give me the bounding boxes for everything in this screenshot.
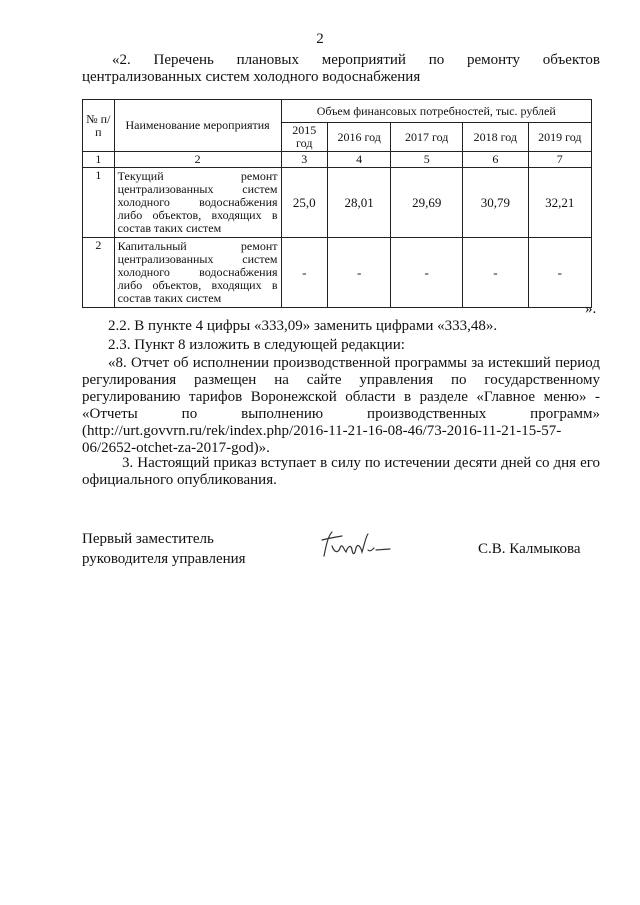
header-cell-year: 2016 год [327,123,390,152]
heading-word: мероприятий [321,52,406,68]
row-value: 28,01 [327,168,390,238]
header-cell-name: Наименование мероприятия [114,100,281,152]
header-cell-year: 2018 год [463,123,528,152]
header-cell-group: Объем финансовых потребностей, тыс. рублей [281,100,591,123]
closing-quote: ». [585,301,597,317]
section-heading [82,52,600,86]
handwritten-signature [318,528,394,562]
row-value: 25,0 [281,168,327,238]
heading-word: по [428,52,445,68]
signatory-name: С.В. Калмыкова [478,541,581,557]
heading-word: «2. [112,52,131,68]
paragraph-3: 3. Настоящий приказ вступает в силу по истечении десяти дней со дня его официального опубликования. [82,455,600,488]
paragraph-text: 2.3. Пункт 8 изложить в следующей редакции: [108,337,405,353]
heading-word: объектов [542,52,600,68]
financial-needs-table [82,99,592,308]
header-cell-number: № п/п [83,100,115,152]
signatory-title-line: руководителя управления [82,551,246,567]
header-cell-year: 2019 год [528,123,591,152]
row-value: - [528,238,591,308]
row-name: Капитальный ремонт централизованных систем холодного водоснабжения либо объектов, входящих в состав таких систем [114,238,281,308]
row-value: - [327,238,390,308]
table-index-row [83,152,592,168]
row-name: Текущий ремонт централизованных систем холодного водоснабжения либо объектов, входящих в состав таких систем [114,168,281,238]
page-number: 2 [316,31,324,47]
heading-word: Перечень [153,52,214,68]
index-cell: 5 [391,152,463,168]
index-cell: 1 [83,152,115,168]
signatory-title-line: Первый заместитель [82,531,214,547]
row-value: 32,21 [528,168,591,238]
index-cell: 3 [281,152,327,168]
heading-line-1 [82,52,600,69]
index-cell: 7 [528,152,591,168]
paragraph-text: 2.2. В пункте 4 цифры «333,09» заменить цифрами «333,48». [108,318,498,334]
row-value: - [463,238,528,308]
table-header-row [83,100,592,123]
heading-word: ремонту [466,52,521,68]
heading-word: плановых [236,52,299,68]
signatory-title [82,529,246,569]
header-cell-year: 2017 год [391,123,463,152]
heading-line-2: централизованных систем холодного водоснабжения [82,69,421,85]
row-value: 30,79 [463,168,528,238]
paragraph-2-2 [82,318,600,335]
table-row [83,168,592,238]
row-value: - [391,238,463,308]
index-cell: 4 [327,152,390,168]
row-value: - [281,238,327,308]
index-cell: 2 [114,152,281,168]
row-value: 29,69 [391,168,463,238]
row-number: 2 [83,238,115,308]
row-number: 1 [83,168,115,238]
table-row [83,238,592,308]
paragraph-item-8: «8. Отчет об исполнении производственной программы за истекший период регулирования размещен на сайте управления по государственному регулированию тарифов Воронежской области в разделе «Главное меню» - «Отчеты по выполнению производственных программ» (http://urt.govvrn.ru/rek/index.php/2016-11-21-16-08-46/73-2016-11-21-15-57-06/2652-otchet-za-2017-god)». [82,355,600,456]
header-cell-year: 2015 год [281,123,327,152]
index-cell: 6 [463,152,528,168]
paragraph-2-3 [82,337,600,354]
